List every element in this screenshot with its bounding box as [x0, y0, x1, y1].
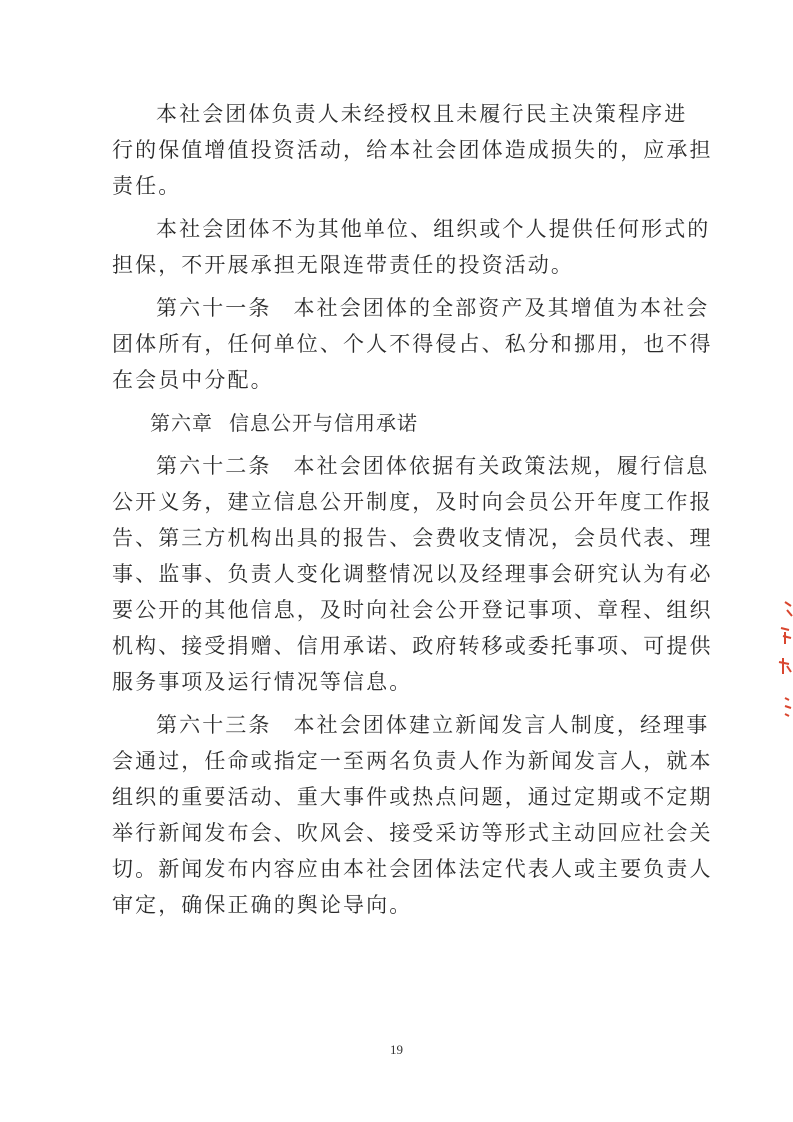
chapter-title: 信息公开与信用承诺 [229, 411, 418, 435]
chapter-heading [112, 405, 682, 441]
chapter-number: 第六章 [150, 411, 213, 435]
article-text: 本社会团体依据有关政策法规，履行信息 [293, 454, 710, 478]
text-line: 事、监事、负责人变化调整情况以及经理事会研究认为有必 [112, 562, 713, 586]
article-number: 第六十三条 [156, 713, 272, 737]
text-line: 举行新闻发布会、吹风会、接受采访等形式主动回应社会关 [112, 821, 713, 845]
article-61 [112, 290, 713, 398]
text-line: 要公开的其他信息，及时向社会公开登记事项、章程、组织 [112, 598, 713, 622]
text-line: 责任。 [112, 174, 182, 198]
text-line: 机构、接受捐赠、信用承诺、政府转移或委托事项、可提供 [112, 634, 713, 658]
article-63 [112, 707, 713, 923]
text-line [112, 707, 710, 743]
text-line: 审定，确保正确的舆论导向。 [112, 893, 413, 917]
text-line: 组织的重要活动、重大事件或热点问题，通过定期或不定期 [112, 785, 713, 809]
text-line: 会通过，任命或指定一至两名负责人作为新闻发言人，就本 [112, 749, 713, 773]
text-line [112, 290, 710, 326]
text-line: 在会员中分配。 [112, 368, 274, 392]
article-text: 本社会团体建立新闻发言人制度，经理事 [293, 713, 710, 737]
document-body [112, 96, 713, 930]
article-number: 第六十一条 [156, 296, 272, 320]
article-62 [112, 448, 713, 700]
text-line: 服务事项及运行情况等信息。 [112, 670, 413, 694]
paragraph [112, 96, 713, 204]
text-line: 担保，不开展承担无限连带责任的投资活动。 [112, 253, 574, 277]
text-line: 行的保值增值投资活动，给本社会团体造成损失的，应承担 [112, 138, 713, 162]
paragraph [112, 211, 711, 283]
seal-stamp-fragment [771, 600, 793, 720]
page-number: 19 [390, 1042, 403, 1057]
article-text: 本社会团体的全部资产及其增值为本社会 [293, 296, 710, 320]
text-line: 告、第三方机构出具的报告、会费收支情况，会员代表、理 [112, 526, 713, 550]
text-line: 团体所有，任何单位、个人不得侵占、私分和挪用，也不得 [112, 332, 713, 356]
text-line: 本社会团体负责人未经授权且未履行民主决策程序进 [156, 102, 688, 126]
text-line: 本社会团体不为其他单位、组织或个人提供任何形式的 [156, 217, 711, 241]
text-line: 公开义务，建立信息公开制度，及时向会员公开年度工作报 [112, 490, 713, 514]
text-line: 切。新闻发布内容应由本社会团体法定代表人或主要负责人 [112, 857, 713, 881]
text-line [112, 448, 710, 484]
article-number: 第六十二条 [156, 454, 272, 478]
